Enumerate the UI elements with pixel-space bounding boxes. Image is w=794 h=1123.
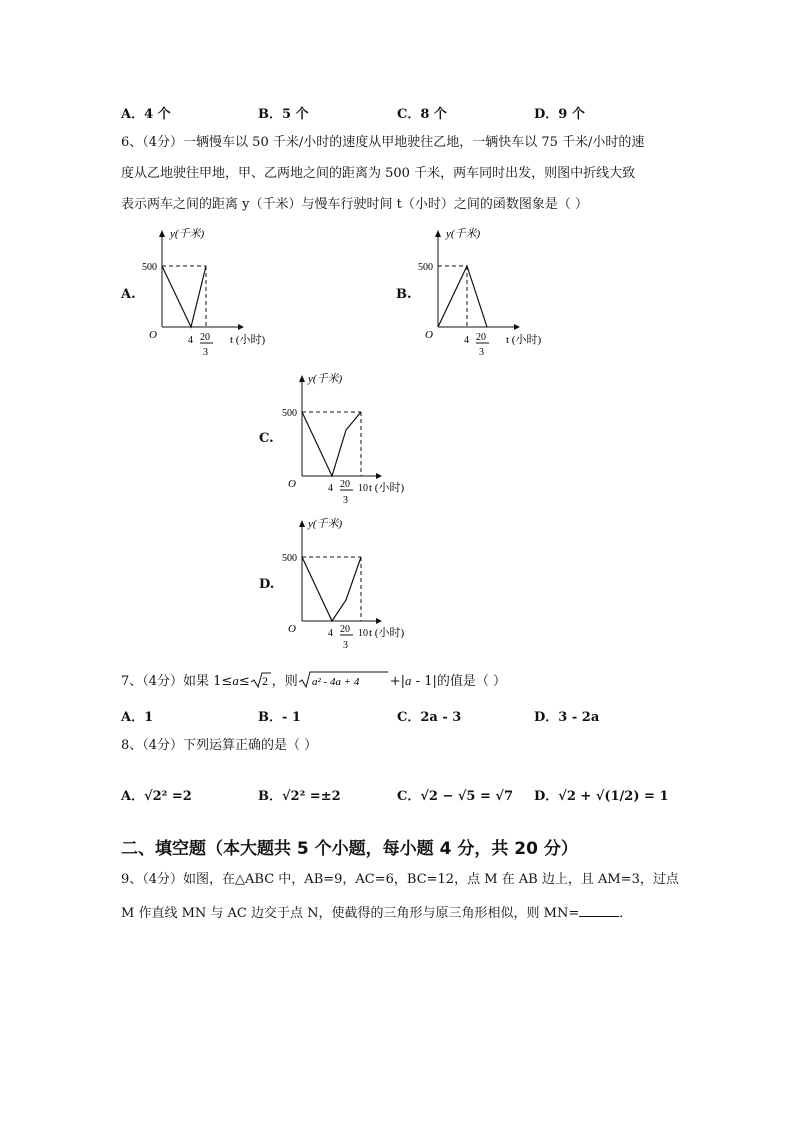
- x-tick-4: 4: [464, 335, 469, 346]
- y-tick-500: 500: [142, 262, 157, 273]
- x-tick-3: 3: [343, 495, 348, 506]
- y-axis-label: y(千米): [446, 228, 481, 240]
- x-axis-label: t (小时): [506, 334, 542, 346]
- x-tick-20: 20: [200, 332, 210, 343]
- graph-label-c: C.: [259, 431, 274, 446]
- q8-option-a: A．√2² =2: [121, 789, 192, 804]
- x-axis-arrow: [238, 324, 244, 330]
- q6-stem-line2: 度从乙地驶往甲地，甲、乙两地之间的距离为 500 千米，两车同时出发，则图中折线大致: [121, 166, 636, 181]
- q8-option-c: C．√2 − √5 = √7: [397, 789, 514, 804]
- q6-stem-line1: 6、（4分）一辆慢车以 50 千米/小时的速度从甲地驶往乙地，一辆快车以 75 千米/小时的速: [121, 135, 645, 150]
- section-heading-fill-in: 二、填空题（本大题共 5 个小题，每小题 4 分，共 20 分）: [121, 839, 578, 859]
- q9-stem-line2: M 作直线 MN 与 AC 边交于点 N，使截得的三角形与原三角形相似，则 MN= ．: [121, 906, 633, 921]
- q5-option-a: A．4 个: [121, 107, 171, 122]
- q9-stem-line1: 9、（4分）如图，在△ABC 中，AB=9，AC=6，BC=12，点 M 在 AB 边上，且 AM=3，过点: [121, 872, 679, 887]
- graph-label-b: B.: [396, 287, 412, 302]
- sqrt-radical: [298, 670, 390, 690]
- answer-blank[interactable]: [579, 904, 619, 917]
- function-line: [162, 266, 206, 327]
- origin-label: O: [288, 478, 296, 490]
- q7-option-a: A．1: [121, 710, 154, 725]
- q6-stem-line3: 表示两车之间的距离 y（千米）与慢车行驶时间 t（小时）之间的函数图象是（ ）: [121, 197, 588, 212]
- x-tick-4: 4: [188, 335, 193, 346]
- y-axis-arrow: [299, 520, 305, 527]
- origin-label: O: [149, 329, 157, 341]
- y-tick-500: 500: [418, 262, 433, 273]
- q7-option-b: B．- 1: [258, 710, 301, 725]
- x-axis-arrow: [514, 324, 520, 330]
- q8-option-b: B．√2² =±2: [258, 789, 341, 804]
- x-axis-label: t (小时): [230, 334, 266, 346]
- x-axis-arrow: [376, 473, 382, 479]
- svg-text:a² - 4a + 4: a² - 4a + 4: [311, 676, 360, 688]
- q5-option-d: D．9 个: [534, 107, 585, 122]
- function-line: [302, 412, 361, 476]
- function-line: [302, 557, 361, 621]
- origin-label: O: [288, 623, 296, 635]
- x-tick-10: 10: [358, 483, 368, 494]
- x-tick-10: 10: [358, 628, 368, 639]
- x-tick-3: 3: [203, 347, 208, 358]
- graph-b: [416, 225, 566, 370]
- q5-option-b: B．5 个: [258, 107, 309, 122]
- function-line: [438, 266, 487, 327]
- y-axis-arrow: [435, 230, 441, 237]
- x-tick-20: 20: [340, 479, 350, 490]
- y-axis-arrow: [159, 230, 165, 237]
- x-tick-4: 4: [328, 628, 333, 639]
- y-axis-label: y(千米): [308, 373, 343, 385]
- q7-option-d: D．3 - 2a: [534, 710, 600, 725]
- x-tick-3: 3: [343, 640, 348, 651]
- x-tick-3: 3: [479, 347, 484, 358]
- q7-stem: 7、（4分）如果 1≤a≤ 2 ，则 a² - 4a + 4 +|a - 1|的值是（ ）: [121, 670, 506, 691]
- x-tick-4: 4: [328, 483, 333, 494]
- graph-d: [280, 515, 420, 660]
- origin-label: O: [425, 329, 433, 341]
- q5-option-c: C．8 个: [397, 107, 447, 122]
- y-tick-500: 500: [282, 553, 297, 564]
- x-tick-20: 20: [340, 624, 350, 635]
- graph-a: [140, 225, 290, 370]
- svg-text:2: 2: [261, 674, 268, 688]
- q8-stem: 8、（4分）下列运算正确的是（ ）: [121, 738, 318, 753]
- y-axis-label: y(千米): [170, 228, 205, 240]
- graph-label-a: A.: [121, 287, 136, 302]
- q7-option-c: C．2a - 3: [397, 710, 462, 725]
- y-tick-500: 500: [282, 408, 297, 419]
- x-axis-label: t (小时): [369, 627, 405, 639]
- y-axis-arrow: [299, 375, 305, 382]
- x-axis-label: t (小时): [369, 482, 405, 494]
- y-axis-label: y(千米): [308, 518, 343, 530]
- sqrt2-symbol: [250, 671, 272, 689]
- x-tick-20: 20: [476, 332, 486, 343]
- q8-option-d: D．√2 + √(1/2) = 1: [534, 789, 669, 804]
- graph-c: [280, 370, 420, 515]
- x-axis-arrow: [376, 618, 382, 624]
- graph-label-d: D.: [259, 577, 275, 592]
